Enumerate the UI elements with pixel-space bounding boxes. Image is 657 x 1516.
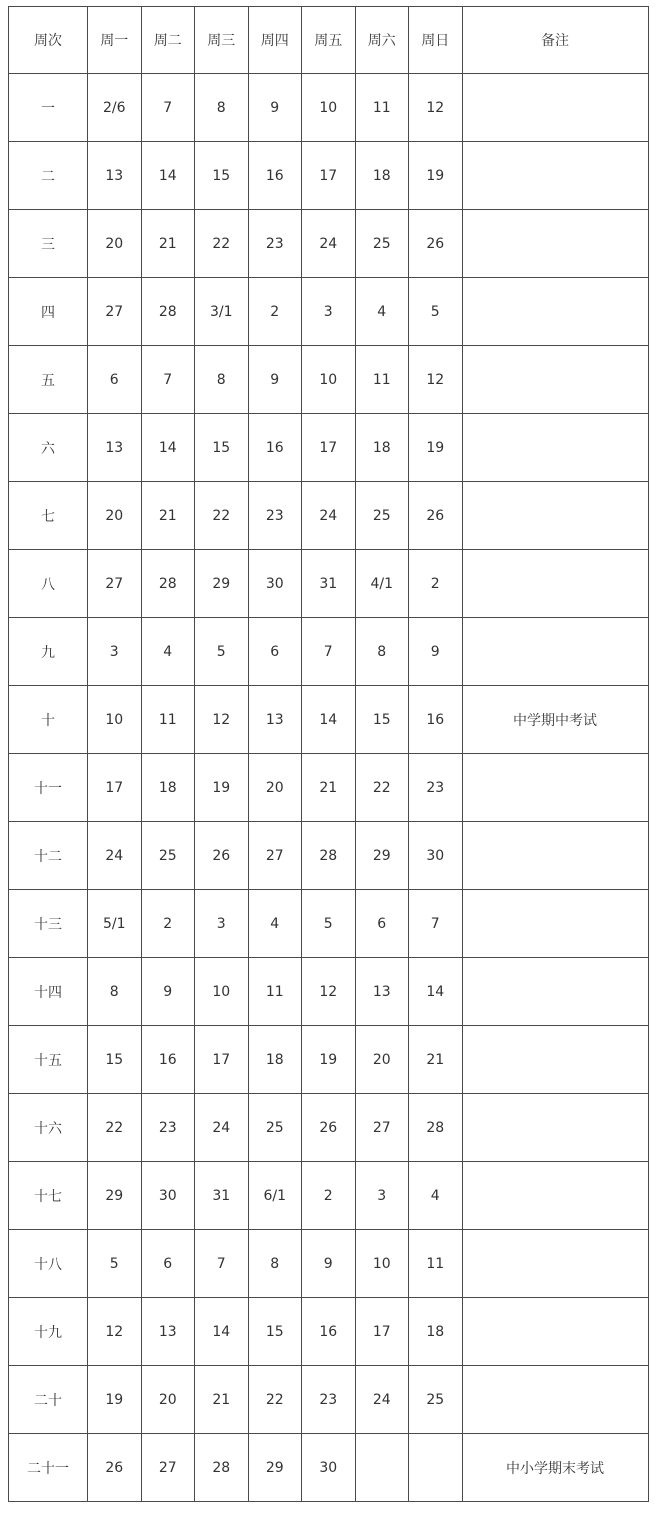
date-cell-wed: 26 — [195, 822, 249, 890]
date-cell-sun: 26 — [409, 482, 463, 550]
date-cell-mon: 19 — [88, 1366, 142, 1434]
date-cell-fri: 28 — [302, 822, 356, 890]
date-cell-fri: 10 — [302, 74, 356, 142]
week-number-cell: 七 — [9, 482, 88, 550]
header-note: 备注 — [462, 7, 648, 74]
note-cell — [462, 346, 648, 414]
date-cell-mon: 8 — [88, 958, 142, 1026]
date-cell-sun: 12 — [409, 74, 463, 142]
date-cell-sat: 24 — [355, 1366, 409, 1434]
date-cell-tue: 18 — [141, 754, 195, 822]
date-cell-fri: 12 — [302, 958, 356, 1026]
date-cell-tue: 13 — [141, 1298, 195, 1366]
table-row — [9, 618, 649, 686]
date-cell-sun — [409, 1434, 463, 1502]
date-cell-fri: 16 — [302, 1298, 356, 1366]
date-cell-sat: 4/1 — [355, 550, 409, 618]
date-cell-sat: 17 — [355, 1298, 409, 1366]
date-cell-sun: 28 — [409, 1094, 463, 1162]
date-cell-sun: 9 — [409, 618, 463, 686]
date-cell-fri: 17 — [302, 414, 356, 482]
date-cell-wed: 12 — [195, 686, 249, 754]
date-cell-thu: 25 — [248, 1094, 302, 1162]
week-number-cell: 九 — [9, 618, 88, 686]
date-cell-tue: 14 — [141, 414, 195, 482]
date-cell-wed: 15 — [195, 142, 249, 210]
date-cell-wed: 10 — [195, 958, 249, 1026]
table-row — [9, 1230, 649, 1298]
date-cell-mon: 24 — [88, 822, 142, 890]
table-row — [9, 210, 649, 278]
table-row — [9, 890, 649, 958]
date-cell-mon: 20 — [88, 482, 142, 550]
date-cell-tue: 28 — [141, 550, 195, 618]
table-row — [9, 346, 649, 414]
date-cell-mon: 6 — [88, 346, 142, 414]
header-row — [9, 7, 649, 74]
date-cell-mon: 3 — [88, 618, 142, 686]
date-cell-thu: 18 — [248, 1026, 302, 1094]
date-cell-sat: 27 — [355, 1094, 409, 1162]
note-cell — [462, 618, 648, 686]
note-cell — [462, 754, 648, 822]
date-cell-sat: 22 — [355, 754, 409, 822]
header-mon: 周一 — [88, 7, 142, 74]
table-row — [9, 1094, 649, 1162]
note-cell: 中学期中考试 — [462, 686, 648, 754]
date-cell-wed: 15 — [195, 414, 249, 482]
week-number-cell: 十九 — [9, 1298, 88, 1366]
date-cell-tue: 21 — [141, 210, 195, 278]
week-number-cell: 二十 — [9, 1366, 88, 1434]
date-cell-thu: 23 — [248, 210, 302, 278]
date-cell-mon: 5/1 — [88, 890, 142, 958]
date-cell-tue: 2 — [141, 890, 195, 958]
week-number-cell: 十二 — [9, 822, 88, 890]
date-cell-sun: 25 — [409, 1366, 463, 1434]
date-cell-sat: 18 — [355, 414, 409, 482]
date-cell-sun: 7 — [409, 890, 463, 958]
date-cell-mon: 26 — [88, 1434, 142, 1502]
week-number-cell: 一 — [9, 74, 88, 142]
date-cell-mon: 15 — [88, 1026, 142, 1094]
date-cell-sat: 25 — [355, 482, 409, 550]
date-cell-tue: 7 — [141, 74, 195, 142]
date-cell-wed: 22 — [195, 210, 249, 278]
date-cell-fri: 7 — [302, 618, 356, 686]
date-cell-tue: 14 — [141, 142, 195, 210]
date-cell-tue: 30 — [141, 1162, 195, 1230]
date-cell-sat: 10 — [355, 1230, 409, 1298]
table-row — [9, 1026, 649, 1094]
date-cell-wed: 19 — [195, 754, 249, 822]
table-row — [9, 1434, 649, 1502]
date-cell-sun: 23 — [409, 754, 463, 822]
date-cell-sun: 19 — [409, 414, 463, 482]
note-cell — [462, 822, 648, 890]
week-number-cell: 十八 — [9, 1230, 88, 1298]
week-number-cell: 六 — [9, 414, 88, 482]
date-cell-sat: 13 — [355, 958, 409, 1026]
table-row — [9, 74, 649, 142]
date-cell-mon: 12 — [88, 1298, 142, 1366]
date-cell-fri: 23 — [302, 1366, 356, 1434]
date-cell-thu: 9 — [248, 74, 302, 142]
week-number-cell: 十三 — [9, 890, 88, 958]
date-cell-wed: 3/1 — [195, 278, 249, 346]
date-cell-thu: 30 — [248, 550, 302, 618]
date-cell-sat: 20 — [355, 1026, 409, 1094]
header-week: 周次 — [9, 7, 88, 74]
note-cell — [462, 890, 648, 958]
date-cell-thu: 9 — [248, 346, 302, 414]
date-cell-wed: 17 — [195, 1026, 249, 1094]
date-cell-tue: 9 — [141, 958, 195, 1026]
date-cell-thu: 29 — [248, 1434, 302, 1502]
date-cell-sat: 11 — [355, 74, 409, 142]
date-cell-thu: 23 — [248, 482, 302, 550]
table-row — [9, 482, 649, 550]
date-cell-sun: 21 — [409, 1026, 463, 1094]
week-number-cell: 八 — [9, 550, 88, 618]
note-cell — [462, 142, 648, 210]
date-cell-tue: 25 — [141, 822, 195, 890]
date-cell-tue: 28 — [141, 278, 195, 346]
date-cell-fri: 10 — [302, 346, 356, 414]
date-cell-fri: 17 — [302, 142, 356, 210]
date-cell-tue: 20 — [141, 1366, 195, 1434]
date-cell-thu: 16 — [248, 414, 302, 482]
header-sun: 周日 — [409, 7, 463, 74]
table-row — [9, 278, 649, 346]
date-cell-tue: 4 — [141, 618, 195, 686]
note-cell — [462, 278, 648, 346]
date-cell-sun: 18 — [409, 1298, 463, 1366]
date-cell-sun: 4 — [409, 1162, 463, 1230]
date-cell-mon: 13 — [88, 142, 142, 210]
table-row — [9, 754, 649, 822]
date-cell-sat: 25 — [355, 210, 409, 278]
date-cell-fri: 19 — [302, 1026, 356, 1094]
date-cell-sat: 18 — [355, 142, 409, 210]
table-row — [9, 550, 649, 618]
date-cell-wed: 5 — [195, 618, 249, 686]
date-cell-sat: 8 — [355, 618, 409, 686]
date-cell-wed: 8 — [195, 346, 249, 414]
date-cell-tue: 27 — [141, 1434, 195, 1502]
table-row — [9, 414, 649, 482]
table-body — [9, 74, 649, 1502]
date-cell-sun: 19 — [409, 142, 463, 210]
date-cell-fri: 21 — [302, 754, 356, 822]
date-cell-mon: 17 — [88, 754, 142, 822]
semester-calendar-table — [8, 6, 649, 1502]
date-cell-thu: 4 — [248, 890, 302, 958]
week-number-cell: 十七 — [9, 1162, 88, 1230]
date-cell-mon: 13 — [88, 414, 142, 482]
date-cell-wed: 29 — [195, 550, 249, 618]
week-number-cell: 三 — [9, 210, 88, 278]
date-cell-wed: 22 — [195, 482, 249, 550]
table-row — [9, 958, 649, 1026]
date-cell-tue: 11 — [141, 686, 195, 754]
date-cell-tue: 7 — [141, 346, 195, 414]
date-cell-sun: 26 — [409, 210, 463, 278]
date-cell-mon: 22 — [88, 1094, 142, 1162]
date-cell-thu: 16 — [248, 142, 302, 210]
note-cell — [462, 1298, 648, 1366]
note-cell — [462, 414, 648, 482]
note-cell — [462, 1026, 648, 1094]
date-cell-mon: 29 — [88, 1162, 142, 1230]
note-cell — [462, 210, 648, 278]
week-number-cell: 二 — [9, 142, 88, 210]
date-cell-thu: 13 — [248, 686, 302, 754]
date-cell-fri: 30 — [302, 1434, 356, 1502]
table-row — [9, 822, 649, 890]
date-cell-sat: 15 — [355, 686, 409, 754]
note-cell — [462, 958, 648, 1026]
table-header — [9, 7, 649, 74]
date-cell-mon: 2/6 — [88, 74, 142, 142]
date-cell-sat — [355, 1434, 409, 1502]
date-cell-sun: 11 — [409, 1230, 463, 1298]
note-cell — [462, 482, 648, 550]
date-cell-thu: 8 — [248, 1230, 302, 1298]
note-cell: 中小学期末考试 — [462, 1434, 648, 1502]
date-cell-sat: 3 — [355, 1162, 409, 1230]
date-cell-tue: 16 — [141, 1026, 195, 1094]
header-thu: 周四 — [248, 7, 302, 74]
date-cell-tue: 6 — [141, 1230, 195, 1298]
date-cell-thu: 6 — [248, 618, 302, 686]
date-cell-thu: 22 — [248, 1366, 302, 1434]
date-cell-fri: 24 — [302, 210, 356, 278]
date-cell-thu: 6/1 — [248, 1162, 302, 1230]
date-cell-wed: 8 — [195, 74, 249, 142]
date-cell-thu: 11 — [248, 958, 302, 1026]
date-cell-tue: 21 — [141, 482, 195, 550]
note-cell — [462, 1230, 648, 1298]
date-cell-fri: 14 — [302, 686, 356, 754]
date-cell-sun: 12 — [409, 346, 463, 414]
date-cell-fri: 2 — [302, 1162, 356, 1230]
header-fri: 周五 — [302, 7, 356, 74]
date-cell-fri: 9 — [302, 1230, 356, 1298]
note-cell — [462, 1094, 648, 1162]
header-wed: 周三 — [195, 7, 249, 74]
date-cell-mon: 20 — [88, 210, 142, 278]
date-cell-sun: 16 — [409, 686, 463, 754]
date-cell-mon: 27 — [88, 278, 142, 346]
header-sat: 周六 — [355, 7, 409, 74]
date-cell-wed: 3 — [195, 890, 249, 958]
table-row — [9, 686, 649, 754]
note-cell — [462, 550, 648, 618]
date-cell-wed: 21 — [195, 1366, 249, 1434]
date-cell-mon: 27 — [88, 550, 142, 618]
week-number-cell: 十 — [9, 686, 88, 754]
date-cell-thu: 2 — [248, 278, 302, 346]
date-cell-fri: 31 — [302, 550, 356, 618]
date-cell-sat: 6 — [355, 890, 409, 958]
date-cell-thu: 20 — [248, 754, 302, 822]
date-cell-wed: 14 — [195, 1298, 249, 1366]
table-row — [9, 1366, 649, 1434]
date-cell-sun: 30 — [409, 822, 463, 890]
table-row — [9, 142, 649, 210]
week-number-cell: 十六 — [9, 1094, 88, 1162]
date-cell-mon: 5 — [88, 1230, 142, 1298]
date-cell-mon: 10 — [88, 686, 142, 754]
note-cell — [462, 1366, 648, 1434]
date-cell-tue: 23 — [141, 1094, 195, 1162]
header-tue: 周二 — [141, 7, 195, 74]
week-number-cell: 五 — [9, 346, 88, 414]
date-cell-thu: 15 — [248, 1298, 302, 1366]
date-cell-wed: 7 — [195, 1230, 249, 1298]
table-row — [9, 1298, 649, 1366]
date-cell-sun: 5 — [409, 278, 463, 346]
note-cell — [462, 74, 648, 142]
date-cell-sun: 14 — [409, 958, 463, 1026]
date-cell-wed: 31 — [195, 1162, 249, 1230]
date-cell-sat: 11 — [355, 346, 409, 414]
date-cell-fri: 24 — [302, 482, 356, 550]
week-number-cell: 二十一 — [9, 1434, 88, 1502]
note-cell — [462, 1162, 648, 1230]
week-number-cell: 十五 — [9, 1026, 88, 1094]
date-cell-fri: 26 — [302, 1094, 356, 1162]
date-cell-thu: 27 — [248, 822, 302, 890]
date-cell-fri: 3 — [302, 278, 356, 346]
date-cell-sat: 29 — [355, 822, 409, 890]
date-cell-wed: 28 — [195, 1434, 249, 1502]
date-cell-sat: 4 — [355, 278, 409, 346]
week-number-cell: 十一 — [9, 754, 88, 822]
date-cell-sun: 2 — [409, 550, 463, 618]
date-cell-fri: 5 — [302, 890, 356, 958]
table-row — [9, 1162, 649, 1230]
week-number-cell: 四 — [9, 278, 88, 346]
date-cell-wed: 24 — [195, 1094, 249, 1162]
week-number-cell: 十四 — [9, 958, 88, 1026]
